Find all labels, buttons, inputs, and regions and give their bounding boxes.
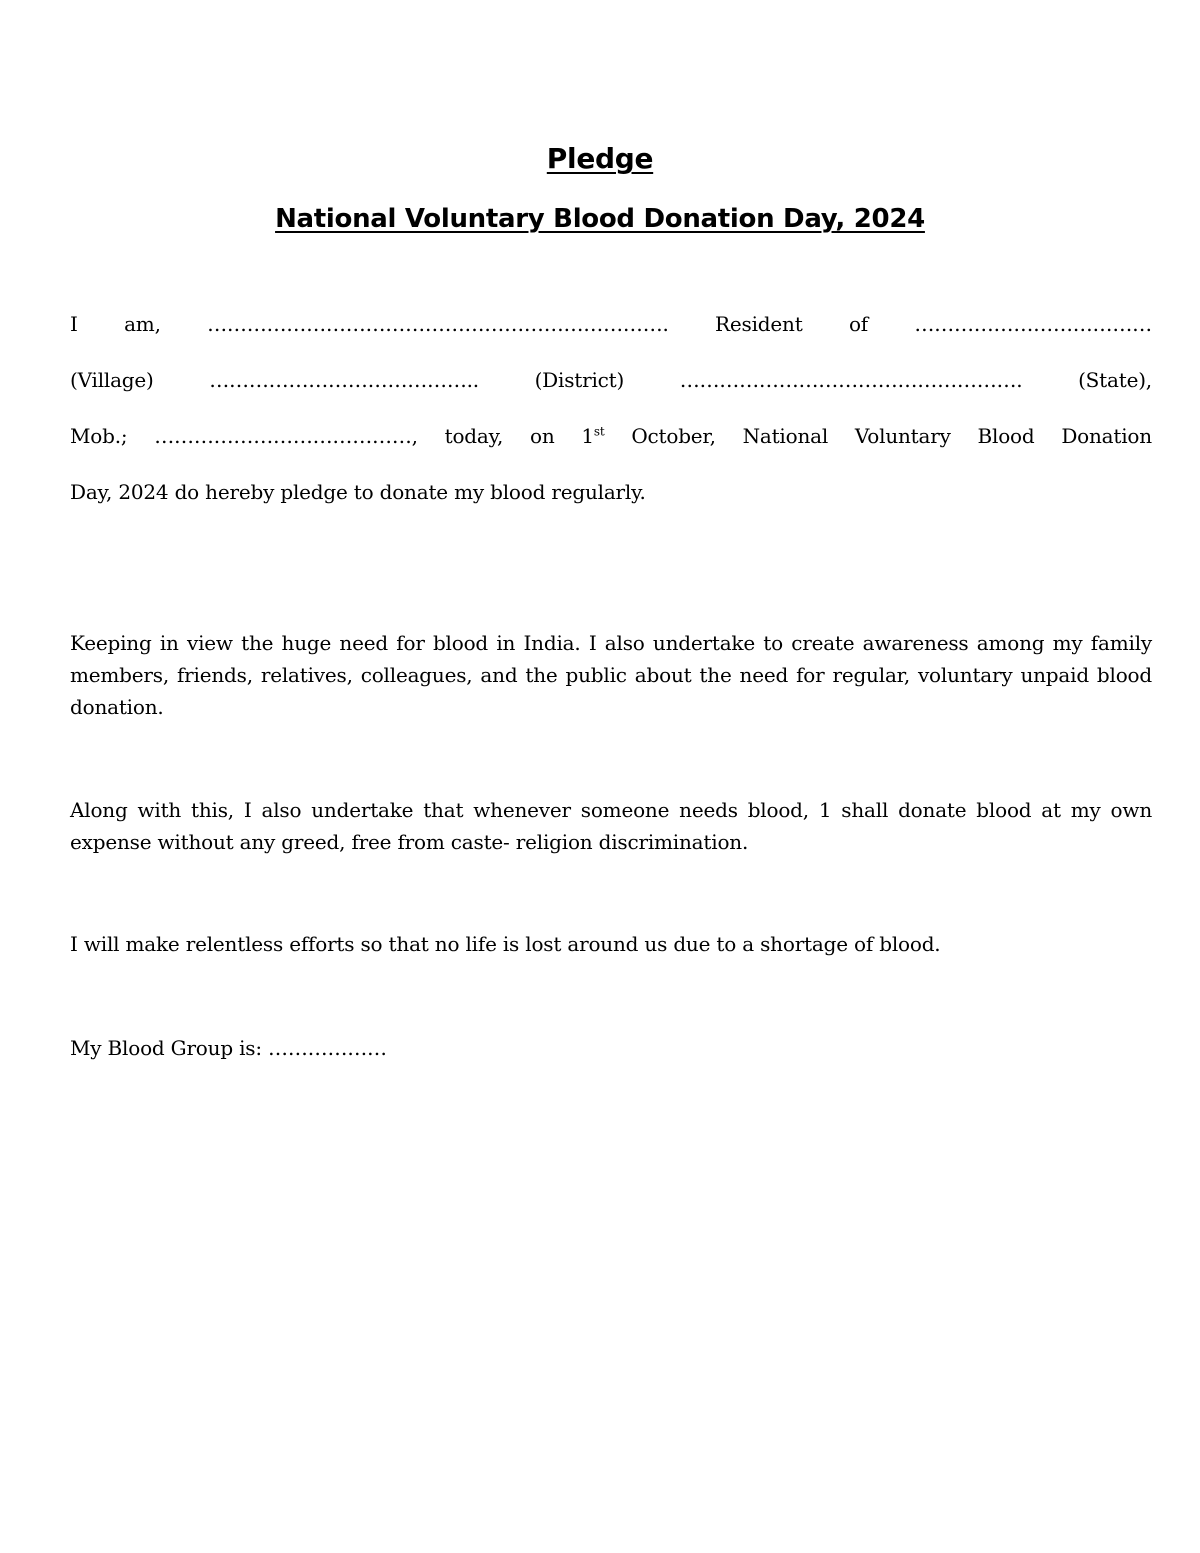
district-blank[interactable]: ………………………………….. <box>209 368 479 392</box>
paragraph-donate: Along with this, I also undertake that whenever someone needs blood, 1 shall donate blood at my own expense without any greed, free from caste- religion discrimination. <box>70 798 1152 854</box>
date-text <box>581 424 604 448</box>
text-resident: Resident <box>715 312 803 336</box>
text-today: today, <box>444 424 504 448</box>
text-october: October, <box>631 424 716 448</box>
paragraph-awareness: Keeping in view the huge need for blood in India. I also undertake to create awareness among my family members, friends, relatives, colleagues, and the public about the need for regular, voluntary unpaid blood donation. <box>70 631 1152 719</box>
text-national: National <box>742 424 829 448</box>
text-am: am, <box>124 312 161 336</box>
label-state: (State), <box>1078 368 1152 392</box>
label-village: (Village) <box>70 368 154 392</box>
form-line-name <box>70 312 1152 368</box>
date-suffix: st <box>593 424 605 439</box>
form-line-pledge: Day, 2024 do hereby pledge to donate my blood regularly. <box>70 480 646 504</box>
text-voluntary: Voluntary <box>854 424 951 448</box>
state-blank[interactable]: ……………………………………………. <box>679 368 1023 392</box>
text-i: I <box>70 312 78 336</box>
name-blank[interactable]: ……………………………………………………………. <box>207 312 669 336</box>
village-blank[interactable]: ……………………………… <box>914 312 1152 336</box>
text-of: of <box>848 312 868 336</box>
blood-group-line[interactable]: My Blood Group is: ……………… <box>70 1036 387 1060</box>
page-title: Pledge <box>546 142 654 175</box>
mobile-blank[interactable]: …………………………………, <box>154 424 418 448</box>
text-donation: Donation <box>1061 424 1152 448</box>
page-subtitle: National Voluntary Blood Donation Day, 2024 <box>275 204 925 234</box>
text-blood: Blood <box>977 424 1035 448</box>
text-on: on <box>530 424 555 448</box>
date-number: 1 <box>581 424 594 448</box>
form-line-mobile <box>70 424 1152 480</box>
form-line-address <box>70 368 1152 424</box>
pledge-form <box>70 312 1152 536</box>
label-mob: Mob.; <box>70 424 128 448</box>
paragraph-efforts: I will make relentless efforts so that no life is lost around us due to a shortage of blood. <box>70 932 941 956</box>
label-district: (District) <box>534 368 625 392</box>
